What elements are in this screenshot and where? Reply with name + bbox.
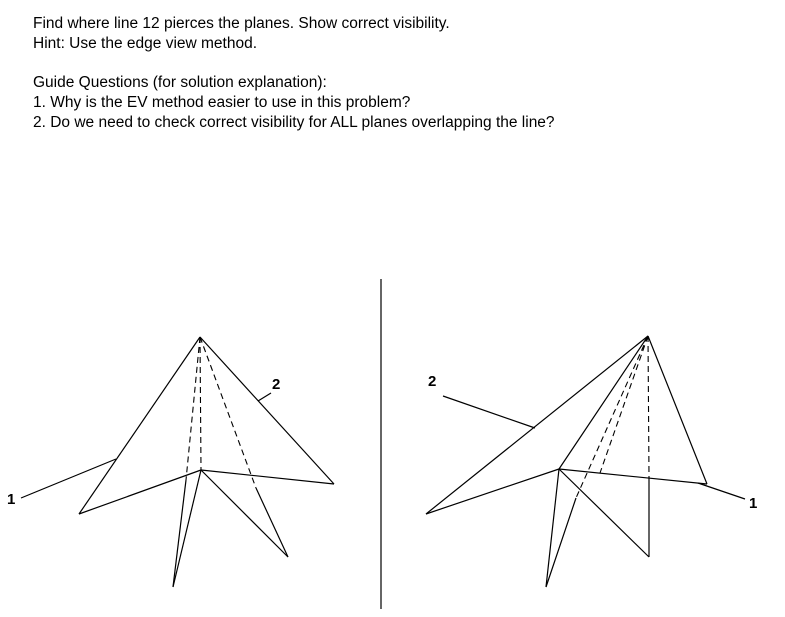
left-view — [7, 337, 334, 587]
left-lower-plane-edge-a — [173, 470, 201, 587]
right-upper-plane-edge-bottom — [426, 469, 559, 514]
guide-question-2: 2. Do we need to check correct visibility for ALL planes overlapping the line? — [33, 114, 555, 131]
left-point-1-label: 1 — [7, 491, 16, 508]
left-hidden-edge-3 — [200, 337, 256, 488]
right-point-2-label: 2 — [428, 373, 437, 390]
left-hidden-edge-1 — [186, 337, 200, 480]
left-lower-plane-edge-c — [173, 480, 186, 587]
right-point-1-label: 1 — [749, 495, 758, 512]
left-upper-plane-edge-right-lower — [201, 470, 334, 484]
right-view — [426, 336, 757, 587]
left-lower-plane-edge-b — [201, 470, 288, 557]
left-point-2-label: 2 — [272, 376, 281, 393]
right-hidden-edge-1 — [576, 336, 648, 498]
right-line-12-start — [443, 396, 535, 428]
problem-statement: Find where line 12 pierces the planes. Show correct visibility. — [33, 15, 450, 32]
left-lower-plane-edge-d — [256, 488, 288, 557]
right-hidden-edge-2 — [600, 336, 648, 473]
left-line-12-start — [21, 459, 116, 498]
right-upper-plane-edge-right-lower — [559, 469, 707, 484]
right-upper-plane-edge-apex-right — [648, 336, 707, 484]
right-line-12-end — [698, 483, 745, 499]
guide-heading: Guide Questions (for solution explanation): — [33, 74, 327, 91]
right-lower-plane-edge-b — [559, 469, 649, 557]
right-hidden-edge-3 — [648, 336, 649, 477]
left-hidden-edge-2 — [200, 337, 201, 470]
guide-question-1: 1. Why is the EV method easier to use in this problem? — [33, 94, 411, 111]
left-line-12-end — [258, 393, 271, 401]
left-upper-plane-edge-apex-left — [79, 337, 200, 514]
right-upper-plane-edge-apex-left — [426, 336, 648, 514]
right-second-plane-edge — [559, 336, 648, 469]
left-upper-plane-edge-apex-right — [200, 337, 334, 484]
problem-hint: Hint: Use the edge view method. — [33, 35, 258, 52]
